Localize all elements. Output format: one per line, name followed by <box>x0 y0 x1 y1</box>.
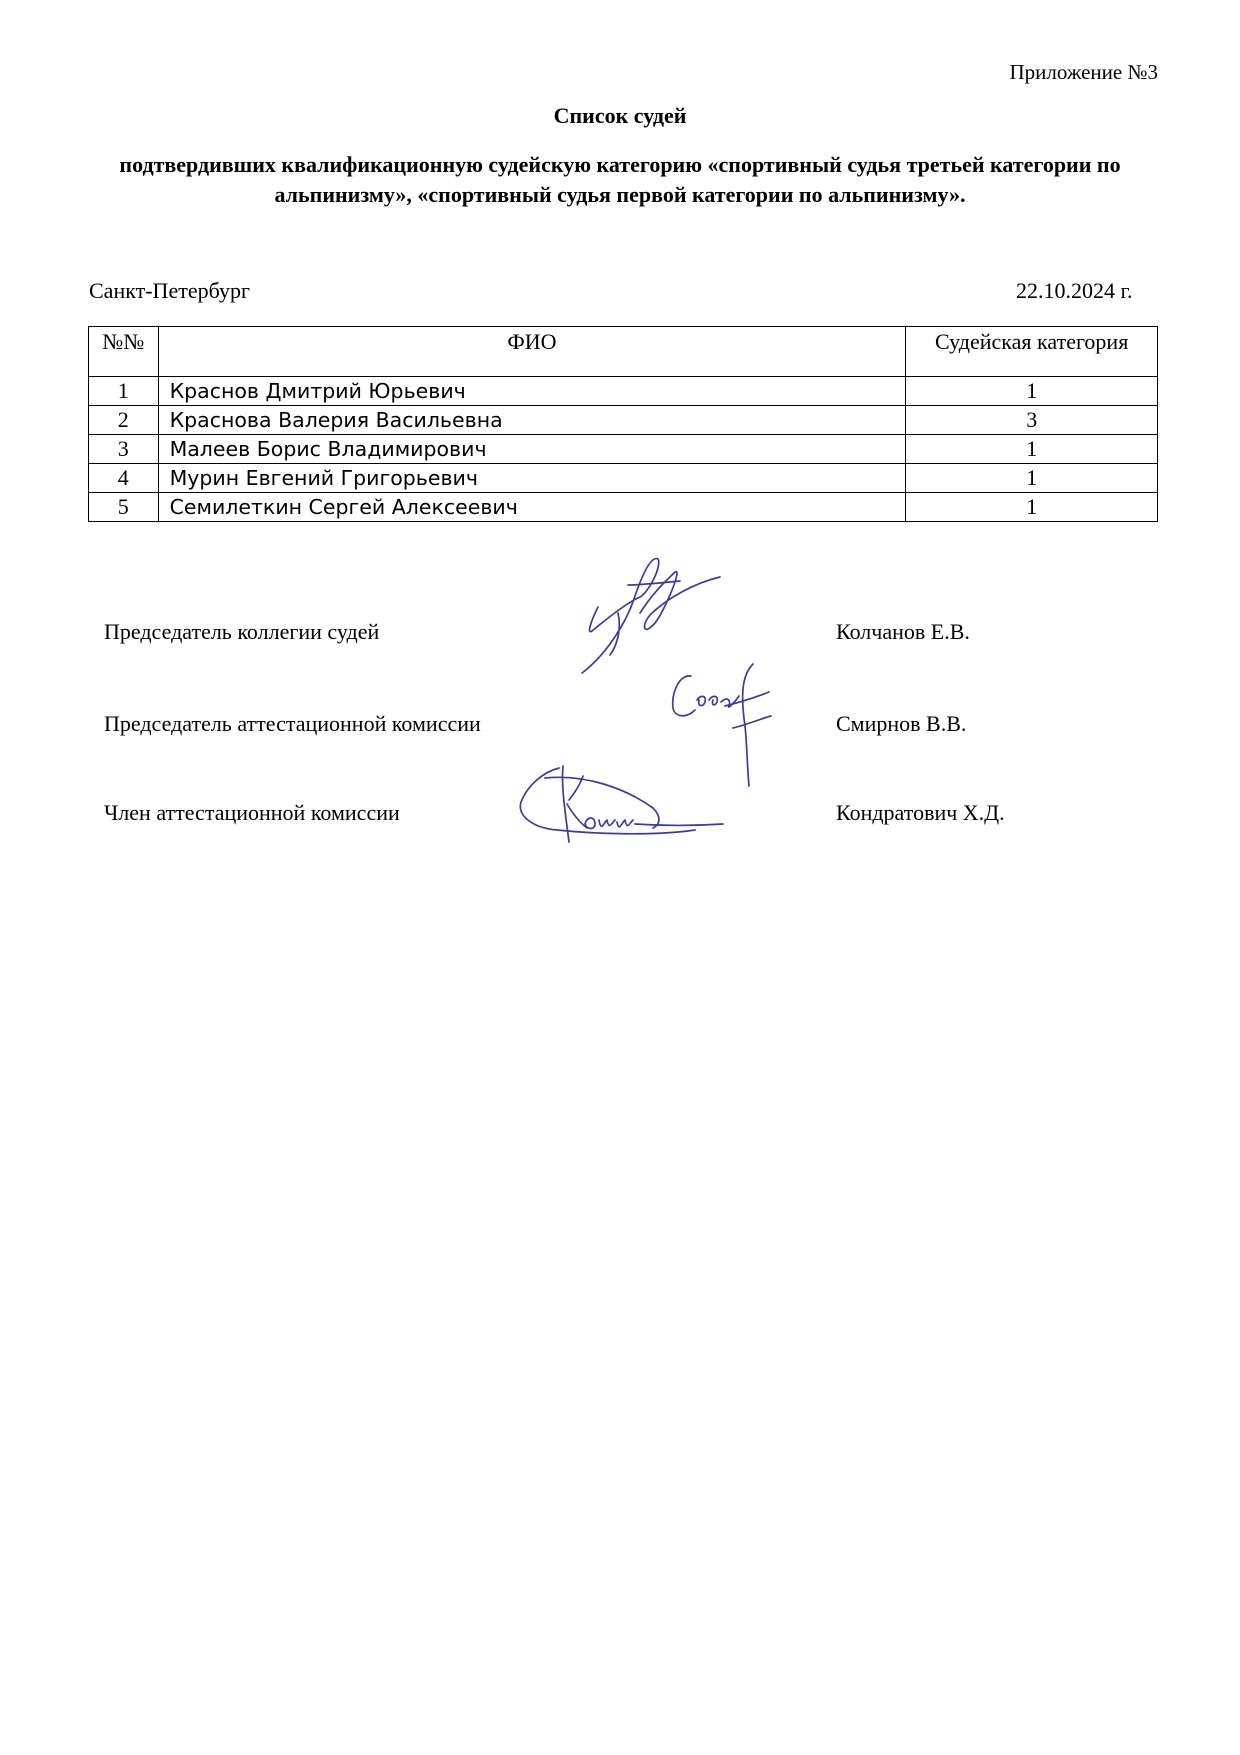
row-name: Краснова Валерия Васильевна <box>158 406 906 435</box>
row-name: Малеев Борис Владимирович <box>158 435 906 464</box>
signature-role-chair-judges: Председатель коллегии судей <box>104 619 380 644</box>
row-number: 2 <box>89 406 159 435</box>
document-subtitle: подтвердивших квалификационную судейскую категорию «спортивный судья третьей категории по альпинизму», «спортивный судья первой категории по альпинизму». <box>119 152 1121 207</box>
signature-name-smirnov: Смирнов В.В. <box>836 711 967 736</box>
column-header-number: №№ <box>89 327 159 377</box>
row-number: 3 <box>89 435 159 464</box>
row-category: 1 <box>906 493 1158 522</box>
city-label: Санкт-Петербург <box>89 278 250 303</box>
signature-kondratovich <box>515 762 730 847</box>
table-row <box>89 464 1158 493</box>
document-title: Список судей <box>553 103 687 128</box>
table-row <box>89 406 1158 435</box>
row-number: 4 <box>89 464 159 493</box>
signature-role-chair-commission: Председатель аттестационной комиссии <box>104 711 481 736</box>
row-number: 5 <box>89 493 159 522</box>
row-name: Краснов Дмитрий Юрьевич <box>158 377 906 406</box>
table-row <box>89 377 1158 406</box>
signature-name-kondratovich: Кондратович Х.Д. <box>836 800 1005 825</box>
row-category: 1 <box>906 377 1158 406</box>
row-category: 1 <box>906 464 1158 493</box>
judges-table <box>88 326 1158 522</box>
row-category: 3 <box>906 406 1158 435</box>
table-row <box>89 493 1158 522</box>
signature-role-member-commission: Член аттестационной комиссии <box>104 800 400 825</box>
row-category: 1 <box>906 435 1158 464</box>
row-number: 1 <box>89 377 159 406</box>
column-header-name: ФИО <box>158 327 906 377</box>
signature-name-kolchanov: Колчанов Е.В. <box>836 619 970 644</box>
appendix-label: Приложение №3 <box>1009 60 1158 84</box>
table-row <box>89 435 1158 464</box>
column-header-category: Судейская категория <box>906 327 1158 377</box>
date-label: 22.10.2024 г. <box>1016 278 1133 303</box>
table-header-row <box>89 327 1158 377</box>
row-name: Мурин Евгений Григорьевич <box>158 464 906 493</box>
row-name: Семилеткин Сергей Алексеевич <box>158 493 906 522</box>
